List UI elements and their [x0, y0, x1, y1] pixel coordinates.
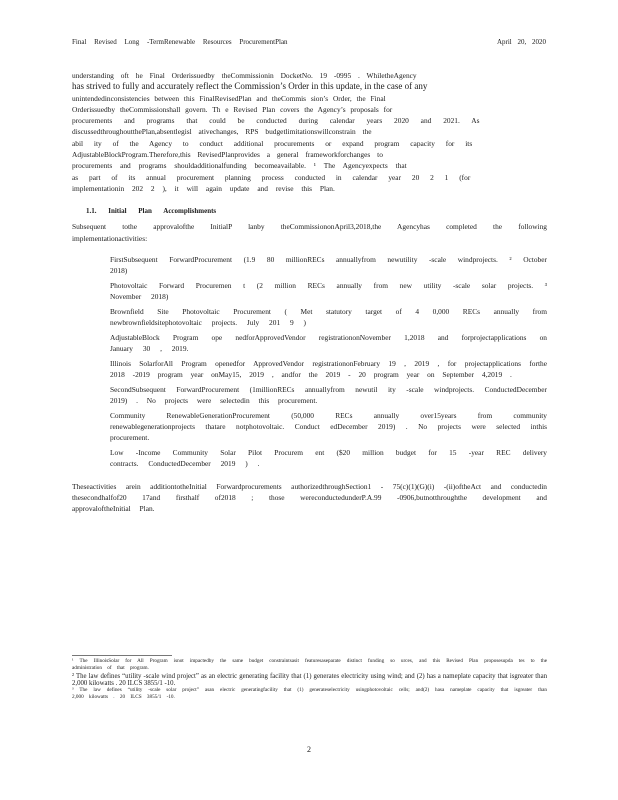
intro-line: procurements and programs that could be conducted during calendar years 2020 and 2021. As: [72, 116, 480, 126]
list-item: [72, 332, 547, 355]
list-item-text: Illinois SolarforAll Program openedfor ApprovedVendor registrationonFebruary 19 , 2019 , for projectapplications forthe 2018 -2019 program year onMay15, 2019 , andfor the 2019 - 20 program year on September 4,2019 .: [110, 358, 547, 380]
list-item-text: SecondSubsequent ForwardProcurement (1millionRECs annuallyfrom newutil ity -scale windprojects. ConductedDecember 2019) . No projects were selectedin this procurement.: [110, 384, 547, 406]
section-heading: [86, 204, 547, 218]
list-item-text: FirstSubsequent ForwardProcurement (1.9 80 millionRECs annuallyfrom newutility -scale windprojects. ² October 2018): [110, 254, 547, 276]
header-date: April 20, 2020: [496, 38, 546, 46]
intro-line: discussedthroughoutthePlan,absentlegisl ativechanges, RPS budgetlimitationswillconstrain the: [72, 127, 372, 137]
intro-line: AdjustableBlockProgram.Therefore,this RevisedPlanprovides a general frameworkforchanges to: [72, 150, 383, 160]
accomplishments-list: [72, 254, 547, 470]
list-item: [72, 254, 547, 277]
accomplishments-intro: Subsequent tothe approvalofthe InitialP lanby theCommissiononApril3,2018,the Agencyhas completed the following implementationactivities:: [72, 222, 547, 243]
intro-line: has strived to fully and accurately reflect the Commission’s Order in this update, in the case of any: [72, 81, 428, 92]
list-item: [72, 447, 547, 470]
section-title: Initial Plan Accomplishments: [108, 207, 217, 216]
list-item: [72, 306, 547, 329]
list-item-text: Brownfield Site Photovoltaic Procurement ( Met statutory target of 4 0,000 RECs annually from newbrownfieldsitephotovoltaic projects. July 201 9 ): [110, 306, 547, 328]
intro-line: unintendedinconsistencies between this FinalRevisedPlan and theCommis sion’s Order, the Final: [72, 93, 386, 103]
intro-line: implementationin 202 2 ), it will again update and revise this Plan.: [72, 183, 335, 193]
intro-line: Orderissuedby theCommissionshall govern. Th e Revised Plan covers the Agency’s proposals for: [72, 104, 393, 114]
body-text: [72, 70, 547, 515]
closing-paragraph: Theseactivities arein additiontotheInitial Forwardprocurements authorizedthroughSection1 - 75(c)(1)(G)(i) -(ii)oftheAct and conductedin thesecondhalfof20 17and firsthalf of2018 ; those wereconductedunderP.A.99 -0906,butnotthroughthe development and approvaloftheInitial Plan.: [72, 481, 547, 514]
list-item-text: Community RenewableGenerationProcurement (50,000 RECs annually over15years from community renewablegenerationprojects thatare notphotovoltaic. Conduct edDecember 2019) . No projects were selected inthis procurement.: [110, 410, 547, 443]
list-item: [72, 384, 547, 407]
list-item: [72, 280, 547, 303]
running-header: [72, 38, 546, 50]
footnote-1: ¹ The IllinoisSolar for All Program isnot impactedby the same budget constraintsasit featuresaseparate distinct funding so urces, and this Revised Plan proposesupda tes to the administration of that program.: [72, 658, 547, 672]
header-title: Final Revised Long -TermRenewable Resources ProcurementPlan: [72, 38, 288, 46]
list-item: [72, 410, 547, 444]
intro-paragraph: [72, 70, 547, 194]
intro-line: understanding oft he Final Orderissuedby theCommissionin DocketNo. 19 -0995 . WhiletheAgency: [72, 71, 417, 80]
list-item-text: AdjustableBlock Program ope nedforApprovedVendor registrationonNovember 1,2018 and forprojectapplications on January 30 , 2019.: [110, 332, 547, 354]
section-number: 1.1.: [86, 207, 97, 216]
footnote-3: ³ The law defines “utility -scale solar project” asan electric generatingfacility that (1) generateselectricity usingphotovoltaic cells; and(2) hasa nameplate capacity that isgreater than 2,000 kilowatts . 20 ILCS 3855/1 -10.: [72, 687, 547, 701]
footnote-divider: [72, 655, 172, 656]
list-item: [72, 358, 547, 381]
footnotes: [72, 655, 547, 702]
page-number: 2: [307, 745, 311, 754]
list-item-text: Low -Income Community Solar Pilot Procurem ent ($20 million budget for 15 -year REC delivery contracts. ConductedDecember 2019 ) .: [110, 448, 547, 469]
intro-line: abil ity of the Agency to conduct additional procurements or expand program capacity for its: [72, 138, 473, 148]
footnote-2: ² The law defines “utility -scale wind project” as an electric generating facility that (1) generates electricity using wind; and (2) has a nameplate capacity that isgreater than 2,000 kilowatts . 20 ILCS 3855/1 -10.: [72, 672, 547, 687]
list-item-text: Photovoltaic Forward Procuremen t (2 million RECs annually from new utility -scale solar projects. ³ November 2018): [110, 280, 547, 302]
intro-line: as part of its annual procurement planning process conducted in calendar year 20 2 1 (for: [72, 172, 471, 182]
intro-line: procurements and programs shouldadditionalfunding becomeavailable. ¹ The Agencyexpects that: [72, 161, 407, 171]
